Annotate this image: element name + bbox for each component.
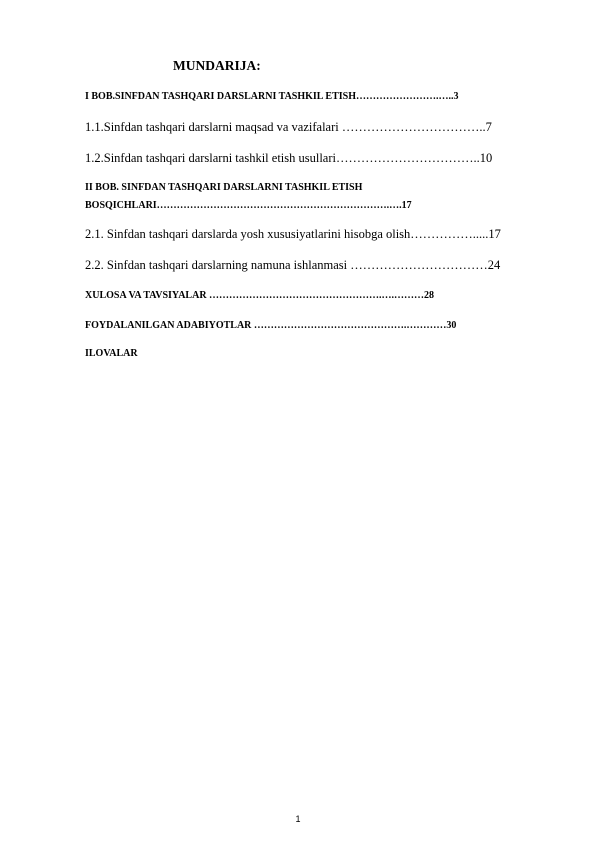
toc-conclusion: XULOSA VA TAVSIYALAR …………………………………………….….………28 (85, 290, 435, 301)
toc-section-2-2: 2.2. Sinfdan tashqari darslarning namuna ishlanmasi ……………………………24 (85, 258, 501, 272)
toc-chapter-1: I BOB.SINFDAN TASHQARI DARSLARNI TASHKIL ETISH…………………….…..3 (85, 91, 459, 102)
toc-section-1-2: 1.2.Sinfdan tashqari darslarni tashkil etish usullari……………………………..10 (85, 151, 493, 165)
toc-references: FOYDALANILGAN ADABIYOTLAR ……………………………………….…………30 (85, 320, 457, 331)
toc-chapter-2-line-2: BOSQICHLARI…………………………………………………………….….17 (85, 200, 412, 211)
toc-section-1-1: 1.1.Sinfdan tashqari darslarni maqsad va vazifalari ……………………………..7 (85, 120, 492, 134)
toc-chapter-2-line-1: II BOB. SINFDAN TASHQARI DARSLARNI TASHKIL ETISH (85, 182, 363, 193)
page-number: 1 (295, 814, 301, 824)
toc-section-2-1: 2.1. Sinfdan tashqari darslarda yosh xususiyatlarini hisobga olish…………….....17 (85, 227, 501, 241)
page-title: MUNDARIJA: (173, 58, 261, 73)
toc-appendix: ILOVALAR (85, 348, 138, 359)
